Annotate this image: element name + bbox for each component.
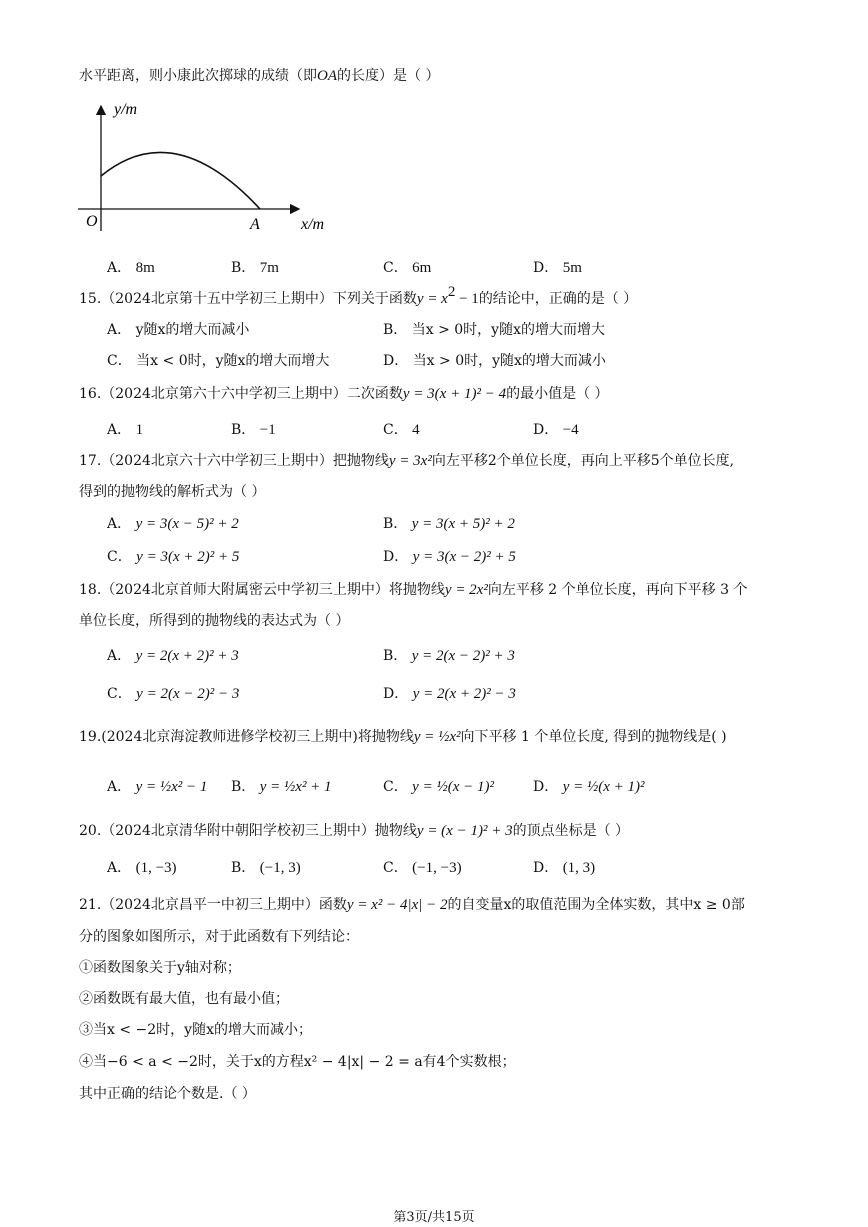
- page-footer: 第3页/共15页: [393, 1210, 475, 1225]
- q20-option-b[interactable]: B． (−1, 3): [231, 860, 301, 876]
- q18-option-d[interactable]: D． y = 2(x + 2)² − 3: [383, 686, 516, 702]
- q17-option-d[interactable]: D． y = 3(x − 2)² + 5: [383, 549, 516, 565]
- q19-option-d[interactable]: D． y = ½(x + 1)²: [533, 779, 645, 795]
- q15-option-a[interactable]: A． y随x的增大而减小: [107, 322, 250, 338]
- q17-option-a[interactable]: A． y = 3(x − 5)² + 2: [107, 516, 239, 532]
- intro-text: 水平距离，则小康此次掷球的成绩（即: [79, 68, 317, 84]
- segment-oa: OA: [317, 68, 337, 84]
- q14-option-c[interactable]: C． 6m: [383, 260, 432, 276]
- y-axis-label: y/m: [114, 101, 138, 118]
- q16-stem: 16.（2024北京第六十六中学初三上期中）二次函数y = 3(x + 1)² − 4的最小值是（ ）: [79, 386, 609, 402]
- q19-stem: 19.(2024北京海淀教师进修学校初三上期中)将抛物线y = ½x²向下平移 1 个单位长度, 得到的抛物线是( ): [79, 729, 727, 745]
- q21-question: 其中正确的结论个数是.（ ）: [79, 1086, 256, 1102]
- trajectory-figure: [74, 96, 344, 236]
- q17-option-b[interactable]: B． y = 3(x + 5)² + 2: [383, 516, 515, 532]
- q18-option-c[interactable]: C． y = 2(x − 2)² − 3: [107, 686, 240, 702]
- point-a-label: A: [250, 216, 260, 233]
- q16-option-d[interactable]: D． −4: [533, 422, 579, 438]
- q21-conclusion-2: ②函数既有最大值，也有最小值；: [79, 991, 289, 1007]
- q21-conclusion-4: ④当−6 < a < −2时，关于x的方程x² − 4|x| − 2 = a有4个实数根；: [79, 1054, 516, 1070]
- q21-stem-line2: 分的图象如图所示，对于此函数有下列结论：: [79, 929, 359, 945]
- q14-option-b[interactable]: B． 7m: [231, 260, 279, 276]
- q18-option-a[interactable]: A． y = 2(x + 2)² + 3: [107, 648, 239, 664]
- q20-option-a[interactable]: A． (1, −3): [107, 860, 177, 876]
- q15-option-b[interactable]: B． 当x > 0时，y随x的增大而增大: [383, 322, 605, 338]
- q19-option-c[interactable]: C． y = ½(x − 1)²: [383, 779, 494, 795]
- q16-option-c[interactable]: C． 4: [383, 422, 420, 438]
- q19-option-a[interactable]: A． y = ½x² − 1: [107, 779, 208, 795]
- q20-option-c[interactable]: C． (−1, −3): [383, 860, 462, 876]
- origin-label: O: [86, 213, 98, 230]
- q21-stem: 21.（2024北京昌平一中初三上期中）函数y = x² − 4|x| − 2的自变量x的取值范围为全体实数，其中x ≥ 0部: [79, 897, 745, 913]
- q16-option-b[interactable]: B． −1: [231, 422, 276, 438]
- x-axis-label: x/m: [301, 216, 325, 233]
- q18-option-b[interactable]: B． y = 2(x − 2)² + 3: [383, 648, 515, 664]
- q14-option-a[interactable]: A． 8m: [107, 260, 155, 276]
- trajectory-curve: [101, 152, 260, 209]
- intro-text-tail: 的长度）是（ ）: [337, 68, 440, 84]
- q19-option-b[interactable]: B． y = ½x² + 1: [231, 779, 332, 795]
- q17-option-c[interactable]: C． y = 3(x + 2)² + 5: [107, 549, 240, 565]
- q16-option-a[interactable]: A． 1: [107, 422, 144, 438]
- intro-line: [79, 66, 439, 86]
- q17-stem: 17.（2024北京六十六中学初三上期中）把抛物线y = 3x²向左平移2个单位长度，再向上平移5个单位长度,: [79, 453, 735, 469]
- q14-option-d[interactable]: D． 5m: [533, 260, 582, 276]
- q21-conclusion-1: ①函数图象关于y轴对称；: [79, 960, 241, 976]
- q21-conclusion-3: ③当x < −2时，y随x的增大而减小；: [79, 1022, 312, 1038]
- q15-option-c[interactable]: C． 当x < 0时，y随x的增大而增大: [107, 353, 330, 369]
- q18-stem-line2: 单位长度，所得到的抛物线的表达式为（ ）: [79, 613, 350, 629]
- q18-stem: 18.（2024北京首师大附属密云中学初三上期中）将抛物线y = 2x²向左平移 2 个单位长度，再向下平移 3 个: [79, 582, 748, 598]
- q15-option-d[interactable]: D． 当x > 0时，y随x的增大而减小: [383, 353, 606, 369]
- q20-stem: 20.（2024北京清华附中朝阳学校初三上期中）抛物线y = (x − 1)² + 3的顶点坐标是（ ）: [79, 823, 630, 839]
- q17-stem-line2: 得到的抛物线的解析式为（ ）: [79, 484, 266, 500]
- q15-stem: 15.（2024北京第十五中学初三上期中）下列关于函数$y = x^2 - 1$的结论中，正确的是（ ）: [79, 284, 638, 307]
- q20-option-d[interactable]: D． (1, 3): [533, 860, 596, 876]
